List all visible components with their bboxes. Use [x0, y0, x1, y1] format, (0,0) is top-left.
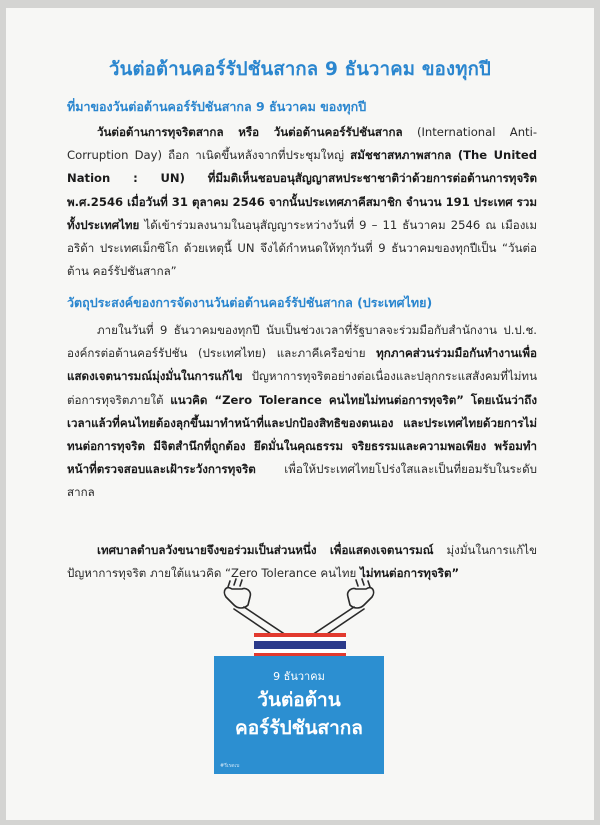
text-run: ไม่ทนต่อการทุจริต” — [360, 566, 460, 581]
poster-date: 9 ธันวาคม — [273, 670, 325, 683]
text-run: ภายในวันที่ 9 ธันวาคมของทุกปี นับเป็นช่วงเวลาที่รัฐบาลจะร่วมมือกับสำนักงาน ป.ป.ช. องค์กรต่อต้านคอร์รัปชัน (ประเทศไทย) และภาคีเครือข่าย — [67, 323, 537, 361]
text-run: ได้เข้าร่วมลงนามในอนุสัญญาระหว่างวันที่ 9 – 11 ธันวาคม 2546 ณ เมืองเมอริด้า ประเทศเม็กซิโก ด้วยเหตุนี้ UN จึงได้กำหนดให้ทุกวันที่ 9 ธันวาคมของทุกปีเป็น “วันต่อต้าน คอร์รัปชันสากล” — [67, 217, 537, 279]
text-run: สมัชชาสหภาพสากล (The United Nation : UN) ที่มีมติเห็นชอบอนุสัญญาสหประชาชาติว่าด้วยการต่อต้านการทุจริต พ.ศ.2546 เมื่อวันที่ 31 ตุลาคม 2546 จากนั้นประเทศภาคีสมาชิก จำนวน 191 ประเทศ รวมทั้งประเทศไทย — [67, 148, 537, 232]
anti-corruption-day-poster — [214, 656, 384, 774]
document-page — [6, 8, 594, 820]
text-run: เพื่อให้ประเทศไทยโปร่งใสและเป็นที่ยอมรับในระดับสากล — [67, 462, 537, 500]
text-run: เทศบาลตำบลวังขนายจึงขอร่วมเป็นส่วนหนึ่ง เพื่อแสดงเจตนารมณ์ — [97, 543, 434, 557]
poster-title-line2: คอร์รัปชันสากล — [235, 717, 363, 739]
poster-hashtag: #รีเรดเบ — [220, 763, 240, 769]
text-run: แนวคิด “Zero Tolerance คนไทยไม่ทนต่อการทุจริต” โดยเน้นว่าถึงเวลาแล้วที่คนไทยต้องลุกขึ้นมาทำหน้าที่และปกป้องสิทธิของตนเอง และประเทศไทยด้วยการไม่ทนต่อการทุจริต มีจิตสำนึกที่ถูกต้อง ยึดมั่นในคุณธรรม จริยธรรมและความพอเพียง พร้อมทำหน้าที่ตรวจสอบและเฝ้าระวังการทุจริต — [67, 392, 537, 477]
page-title: วันต่อต้านคอร์รัปชันสากล 9 ธันวาคม ของทุกปี — [109, 59, 491, 80]
section-heading-origin: ที่มาของวันต่อต้านคอร์รัปชันสากล 9 ธันวาคม ของทุกปี — [67, 99, 367, 114]
thai-flag-icon — [254, 633, 346, 657]
poster-title-line1: วันต่อต้าน — [257, 689, 341, 711]
text-run: มุ่งมั่นในการแก้ไขปัญหาการทุจริต ภายใต้แนวคิด “Zero Tolerance คนไทย — [67, 543, 537, 581]
paragraph-objective — [67, 319, 537, 505]
text-run: วันต่อต้านการทุจริตสากล หรือ วันต่อต้านคอร์รัปชันสากล — [97, 125, 403, 139]
paragraph-origin — [67, 121, 537, 283]
text-run: ปัญหาการทุจริตอย่างต่อเนื่องและปลุกกระแสสังคมที่ไม่ทนต่อการทุจริตภายใต้ — [67, 369, 537, 407]
text-run: ทุกภาคส่วนร่วมมือกันทำงานเพื่อแสดงเจตนารมณ์มุ่งมั่นในการแก้ไข — [67, 346, 537, 384]
section-heading-objective: วัตถุประสงค์ของการจัดงานวันต่อต้านคอร์รัปชันสากล (ประเทศไทย) — [67, 295, 433, 310]
text-run: (International Anti-Corruption Day) ถือก าเนิดขึ้นหลังจากที่ประชุมใหญ่ — [67, 125, 538, 163]
